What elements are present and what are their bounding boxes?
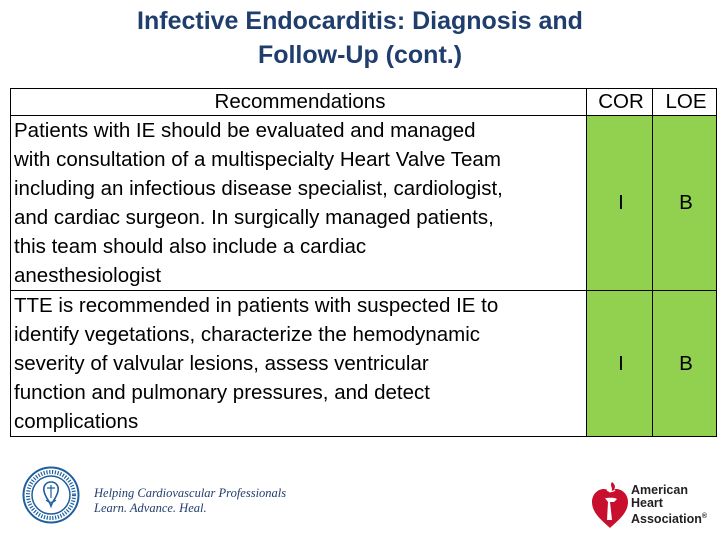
aha-line-3: Association xyxy=(631,512,702,527)
recommendation-line: this team should also include a cardiac xyxy=(14,235,367,258)
recommendation-line: function and pulmonary pressures, and detect xyxy=(14,381,430,404)
slide-title-line-2: Follow-Up (cont.) xyxy=(257,41,463,69)
header-cor: COR xyxy=(587,89,653,116)
recommendation-line: and cardiac surgeon. In surgically managed patients, xyxy=(14,206,494,229)
table-header-row xyxy=(11,89,717,116)
recommendation-line: complications xyxy=(14,410,139,433)
aha-registered-mark: ® xyxy=(701,513,708,520)
recommendation-line: severity of valvular lesions, assess ventricular xyxy=(14,352,429,375)
aha-line-2: Heart xyxy=(631,496,663,510)
cor-cell: I xyxy=(587,291,653,437)
aha-line-1: American xyxy=(631,483,688,497)
recommendations-table xyxy=(10,88,717,437)
recommendation-text xyxy=(11,116,587,291)
cor-cell: I xyxy=(587,116,653,291)
recommendation-line: with consultation of a multispecialty Heart Valve Team xyxy=(14,148,501,171)
acc-seal-icon xyxy=(22,466,80,524)
table-row xyxy=(11,116,717,291)
header-recommendations: Recommendations xyxy=(11,89,587,116)
slide-title xyxy=(0,4,720,72)
aha-branding xyxy=(590,478,715,530)
acc-tagline-line-1: Helping Cardiovascular Professionals xyxy=(94,486,287,500)
recommendation-text xyxy=(11,291,587,437)
acc-branding xyxy=(22,466,292,526)
acc-tagline-line-2: Learn. Advance. Heal. xyxy=(94,501,207,515)
aha-line-3-wrap xyxy=(631,510,707,526)
loe-cell: B xyxy=(653,291,717,437)
header-loe: LOE xyxy=(653,89,717,116)
recommendation-line: anesthesiologist xyxy=(14,264,162,287)
recommendation-line: identify vegetations, characterize the hemodynamic xyxy=(14,323,481,346)
recommendation-line: including an infectious disease specialist, cardiologist, xyxy=(14,177,503,200)
slide-title-line-1: Infective Endocarditis: Diagnosis and xyxy=(137,7,583,35)
loe-cell: B xyxy=(653,116,717,291)
recommendation-line: TTE is recommended in patients with suspected IE to xyxy=(14,294,499,317)
aha-wordmark xyxy=(631,484,707,526)
recommendation-line: Patients with IE should be evaluated and managed xyxy=(14,119,476,142)
table-row xyxy=(11,291,717,437)
heart-torch-icon xyxy=(590,478,630,530)
acc-tagline xyxy=(94,486,286,516)
